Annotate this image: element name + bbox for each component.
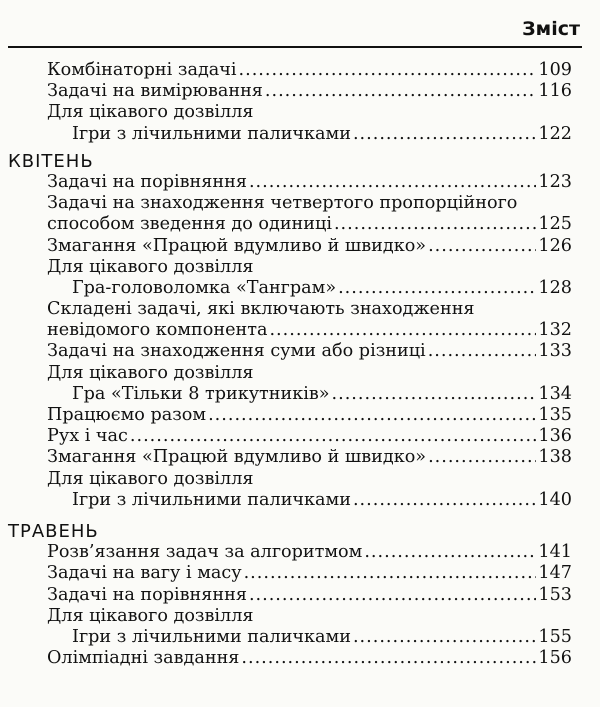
toc-entry-title: Гра-головоломка «Танграм» <box>72 277 337 298</box>
toc-entry-title: Задачі на порівняння <box>47 171 247 192</box>
dot-leader <box>239 60 537 81</box>
toc-entry-page: 123 <box>538 171 572 192</box>
header-title: Зміст <box>522 18 580 40</box>
dot-leader <box>338 278 536 299</box>
toc-entry: Для цікавого дозвілля <box>47 605 254 626</box>
dot-leader <box>353 124 536 145</box>
toc-entry-title: Змагання «Працюй вдумливо й швидко» <box>47 447 427 468</box>
toc-entry-page: 135 <box>538 405 572 425</box>
toc-entry <box>72 490 572 511</box>
toc-top-list <box>0 60 600 145</box>
toc-entry: Для цікавого дозвілля <box>47 362 254 383</box>
dot-leader <box>428 236 536 257</box>
toc-entry <box>47 405 572 426</box>
toc-entry-title: Задачі на порівняння <box>47 584 247 605</box>
toc-entry <box>47 447 572 468</box>
toc-entry-title: Ігри з лічильними паличками <box>72 123 351 144</box>
toc-entry <box>47 172 572 193</box>
toc-entry <box>47 60 572 81</box>
page-header <box>0 0 600 48</box>
toc-entry-title: Задачі на вимірювання <box>47 81 263 102</box>
dot-leader <box>334 214 536 235</box>
dot-leader <box>428 447 536 468</box>
header-rule <box>8 46 582 48</box>
dot-leader <box>353 490 536 511</box>
toc-entry-title: Змагання «Працюй вдумливо й швидко» <box>47 235 427 256</box>
toc-entry-page: 133 <box>538 341 572 362</box>
toc-entry-page: 147 <box>538 563 572 584</box>
toc-entry-title: Задачі на вагу і масу <box>47 563 242 584</box>
toc-entry-title: Ігри з лічильними паличками <box>72 489 351 510</box>
toc-entry-page: 153 <box>538 584 572 605</box>
toc-entry-page: 155 <box>538 626 572 647</box>
toc-entry <box>47 542 572 563</box>
dot-leader <box>269 320 536 341</box>
toc-entry-title: Комбінаторні задачі <box>47 60 237 80</box>
toc-entry-page: 140 <box>538 489 572 510</box>
toc-entry-page: 141 <box>538 542 572 563</box>
toc-entry <box>47 563 572 584</box>
dot-leader <box>208 405 536 426</box>
toc-april-list <box>0 172 600 511</box>
section-title-may: ТРАВЕНЬ <box>8 520 99 542</box>
toc-entry <box>72 124 572 145</box>
toc-entry <box>47 214 572 235</box>
dot-leader <box>353 627 536 648</box>
toc-entry: Для цікавого дозвілля <box>47 102 254 123</box>
toc-entry-page: 128 <box>538 277 572 298</box>
toc-entry-page: 138 <box>538 447 572 468</box>
toc-entry-page: 134 <box>538 383 572 404</box>
toc-entry-title: способом зведення до одиниці <box>47 214 332 235</box>
dot-leader <box>249 585 536 606</box>
toc-entry-page: 136 <box>538 426 572 447</box>
toc-entry <box>72 278 572 299</box>
dot-leader <box>332 384 537 405</box>
toc-entry-page: 126 <box>538 235 572 256</box>
toc-entry <box>47 426 572 447</box>
toc-entry: Задачі на знаходження четвертого пропорційного <box>47 193 518 214</box>
dot-leader <box>244 563 537 584</box>
toc-entry: Для цікавого дозвілля <box>47 468 254 489</box>
toc-entry-page: 122 <box>538 123 572 144</box>
toc-entry-page: 156 <box>538 648 572 669</box>
toc-entry <box>47 585 572 606</box>
toc-entry-page: 125 <box>538 214 572 235</box>
toc-entry: Складені задачі, які включають знаходження <box>47 299 475 320</box>
toc-may-list <box>0 542 600 669</box>
dot-leader <box>265 81 537 102</box>
toc-entry-title: Рух і час <box>47 426 128 447</box>
toc-entry-title: Задачі на знаходження суми або різниці <box>47 341 426 362</box>
section-title-april: КВІТЕНЬ <box>8 150 94 172</box>
toc-entry <box>47 81 572 102</box>
dot-leader <box>428 341 537 362</box>
toc-entry <box>47 236 572 257</box>
toc-entry-title: Гра «Тільки 8 трикутників» <box>72 383 330 404</box>
table-of-contents <box>0 60 600 669</box>
toc-entry <box>47 320 572 341</box>
toc-entry <box>47 341 572 362</box>
dot-leader <box>241 648 536 669</box>
toc-entry-title: Працюємо разом <box>47 405 207 425</box>
toc-entry <box>72 627 572 648</box>
toc-entry-page: 132 <box>538 320 572 341</box>
toc-entry-title: Олімпіадні завдання <box>47 648 240 669</box>
toc-entry-title: невідомого компонента <box>47 320 268 341</box>
toc-entry: Для цікавого дозвілля <box>47 256 254 277</box>
dot-leader <box>249 172 536 193</box>
dot-leader <box>364 542 536 563</box>
toc-entry-page: 109 <box>538 60 572 80</box>
toc-entry-title: Розв’язання задач за алгоритмом <box>47 542 363 563</box>
toc-entry-page: 116 <box>538 81 572 102</box>
toc-entry <box>72 384 572 405</box>
dot-leader <box>130 426 537 447</box>
toc-entry <box>47 648 572 669</box>
toc-entry-title: Ігри з лічильними паличками <box>72 626 351 647</box>
